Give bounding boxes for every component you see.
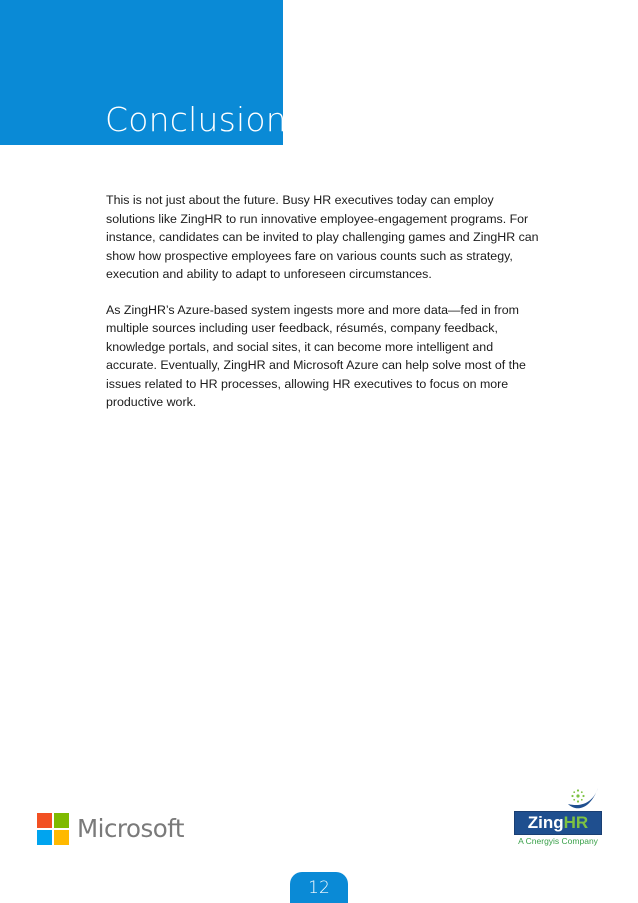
zinghr-wordmark [528,813,588,833]
microsoft-tile-red [37,813,52,828]
zinghr-name-part2: HR [563,813,589,832]
page-title: Conclusion [105,100,287,139]
title-banner [0,0,287,145]
zinghr-swoosh-icon [564,786,604,812]
microsoft-tile-yellow [54,830,69,845]
page-number: 12 [308,877,330,898]
microsoft-logo [37,812,184,846]
paragraph-1: This is not just about the future. Busy HR executives today can employ solutions like ZingHR to run innovative employee-engagement programs. For instance, candidates can be invited to play challenging games and ZingHR can show how prospective employees fare on various counts such as strategy, execution and ability to adapt to unforeseen circumstances. [106,193,539,281]
microsoft-tile-green [54,813,69,828]
zinghr-name-box [514,811,602,835]
microsoft-wordmark: Microsoft [77,814,184,843]
zinghr-tagline: A Cnergyis Company [518,836,598,846]
body-text [106,191,546,429]
page-number-tab [290,872,348,903]
paragraph-2: As ZingHR’s Azure-based system ingests more and more data—fed in from multiple sources including user feedback, résumés, company feedback, knowledge portals, and social sites, it can become more intelligent and accurate. Eventually, ZingHR and Microsoft Azure can help solve most of the issues related to HR processes, allowing HR executives to focus on more productive work. [106,302,526,409]
microsoft-windows-icon [37,813,70,846]
zinghr-name-part1: Zing [527,813,564,832]
zinghr-logo [512,786,604,850]
microsoft-tile-blue [37,830,52,845]
